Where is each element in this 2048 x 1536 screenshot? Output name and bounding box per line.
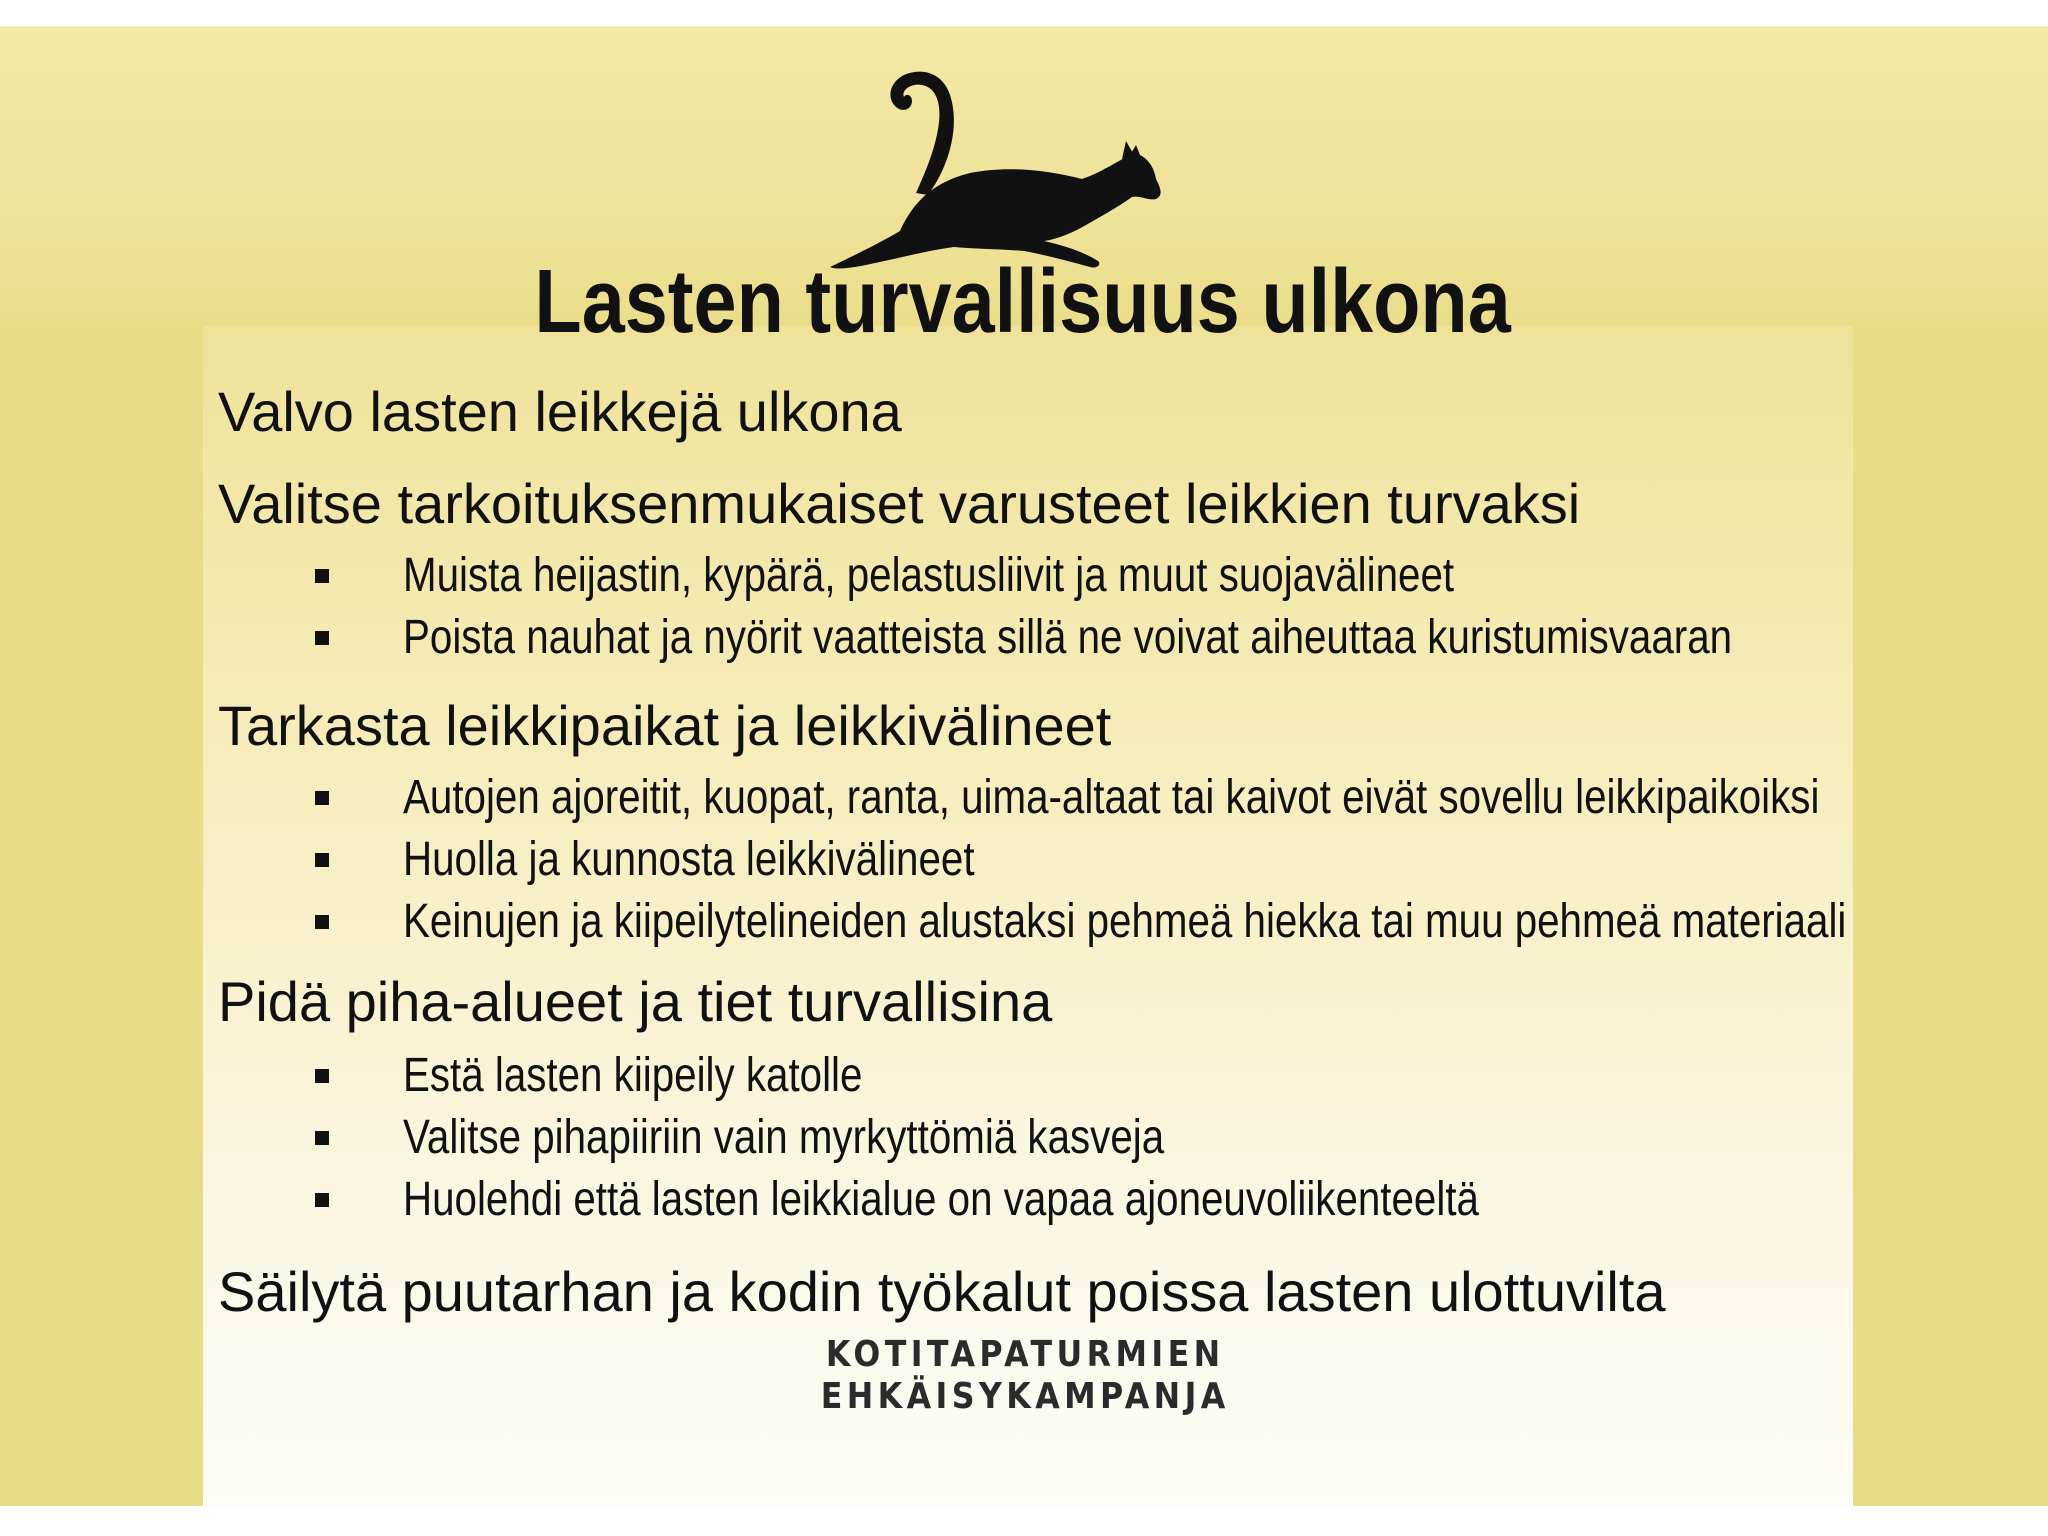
side-band-right [1853, 326, 2048, 1506]
page-title: Lasten turvallisuus ulkona [534, 252, 1511, 352]
list-item-text: Keinujen ja kiipeilytelineiden alustaksi pehmeä hiekka tai muu pehmeä materiaali [403, 895, 1847, 948]
list-item-text: Muista heijastin, kypärä, pelastusliivit ja muut suojavälineet [403, 549, 1455, 602]
square-bullet-icon [315, 569, 329, 583]
list-item-text: Valitse pihapiiriin vain myrkyttömiä kasveja [403, 1111, 1165, 1164]
list-item-text: Huolla ja kunnosta leikkivälineet [403, 833, 975, 886]
list-item-text: Huolehdi että lasten leikkialue on vapaa ajoneuvoliikenteeltä [403, 1173, 1479, 1226]
campaign-logo-line: KOTITAPATURMIEN [825, 1334, 1225, 1375]
section-heading: Tarkasta leikkipaikat ja leikkivälineet [218, 694, 1112, 757]
square-bullet-icon [315, 1069, 329, 1083]
side-band-left [0, 326, 203, 1506]
square-bullet-icon [315, 853, 329, 867]
square-bullet-icon [315, 915, 329, 929]
section-heading: Valitse tarkoituksenmukaiset varusteet leikkien turvaksi [218, 472, 1581, 535]
campaign-logo-line: EHKÄISYKAMPANJA [820, 1376, 1230, 1417]
section-heading: Pidä piha-alueet ja tiet turvallisina [218, 970, 1053, 1033]
square-bullet-icon [315, 1131, 329, 1145]
section-heading: Valvo lasten leikkejä ulkona [218, 380, 902, 443]
square-bullet-icon [315, 631, 329, 645]
leaping-cat-icon [800, 55, 1200, 270]
list-item-text: Estä lasten kiipeily katolle [403, 1049, 863, 1102]
list-item-text: Poista nauhat ja nyörit vaatteista sillä ne voivat aiheuttaa kuristumisvaaran [403, 611, 1733, 664]
list-item-text: Autojen ajoreitit, kuopat, ranta, uima-altaat tai kaivot eivät sovellu leikkipaikoiksi [403, 771, 1820, 824]
section-heading: Säilytä puutarhan ja kodin työkalut poissa lasten ulottuvilta [218, 1260, 1666, 1323]
campaign-logo [124, 1334, 1926, 1418]
square-bullet-icon [315, 791, 329, 805]
square-bullet-icon [315, 1193, 329, 1207]
